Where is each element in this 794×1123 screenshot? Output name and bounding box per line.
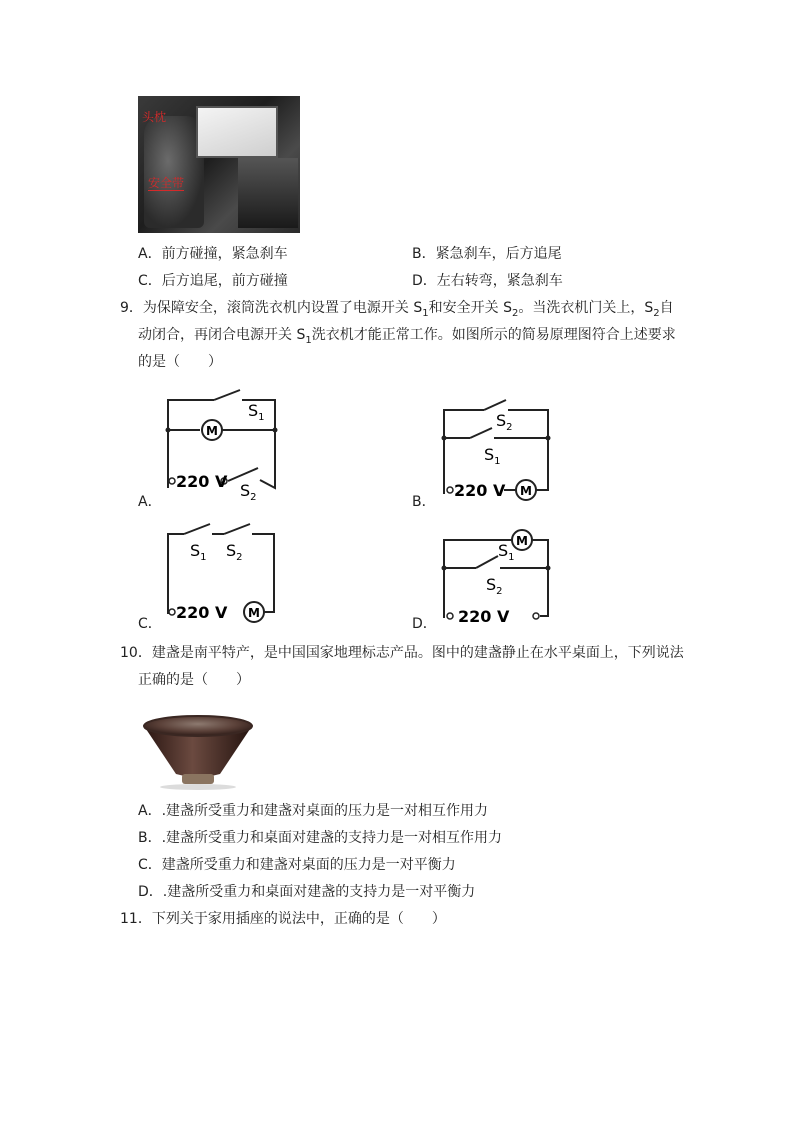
switch-s1-label-a: $S_1$: [248, 401, 265, 423]
motor-label-d: M: [516, 534, 528, 548]
voltage-label-c: 220 V: [176, 603, 228, 622]
voltage-label-a: 220 V: [176, 472, 228, 491]
switch-s1-label-b: $S_1$: [484, 445, 501, 467]
motor-label-c: M: [248, 606, 260, 620]
q10-line-2: 正确的是（ ）: [138, 672, 250, 688]
q8-option-d: D．左右转弯，紧急刹车: [412, 273, 563, 289]
headrest-label: 头枕: [142, 110, 167, 124]
q9-option-b: B．: [412, 494, 436, 510]
switch-s1-label-d: $S_1$: [498, 541, 515, 563]
q8-option-b: B．紧急刹车，后方追尾: [412, 246, 562, 262]
motor-label-b: M: [520, 484, 532, 498]
switch-s2-label-b: $S_2$: [496, 411, 513, 433]
car-seat: [144, 116, 204, 228]
q8-option-a: A．前方碰撞，紧急刹车: [138, 246, 288, 262]
car-window: [196, 106, 278, 158]
switch-s1-label-c: $S_1$: [190, 541, 207, 563]
switch-s2-label-c: $S_2$: [226, 541, 243, 563]
voltage-label-b: 220 V: [454, 481, 506, 500]
voltage-label-d: 220 V: [458, 607, 510, 626]
car-dashboard: [238, 158, 298, 228]
switch-s2-label-d: $S_2$: [486, 575, 503, 597]
q11-line-1: 11．下列关于家用插座的说法中，正确的是（ ）: [120, 911, 446, 927]
motor-label-a: M: [206, 424, 218, 438]
q10-line-1: 10．建盏是南平特产，是中国国家地理标志产品。图中的建盏静止在水平桌面上，下列说法: [120, 645, 684, 661]
tea-bowl-photo: [138, 712, 258, 790]
q9-option-d: D．: [412, 616, 437, 632]
switch-s2-label-a: $S_2$: [240, 481, 257, 503]
circuit-diagram-c: [160, 518, 290, 624]
car-seat-photo: [138, 96, 300, 233]
q10-option-b: B．.建盏所受重力和桌面对建盏的支持力是一对相互作用力: [138, 830, 503, 846]
q9-line-3: 的是（ ）: [138, 354, 222, 370]
circuit-diagram-d: [440, 524, 558, 628]
seatbelt-label: 安全带: [148, 176, 185, 190]
q9-line-2: 动闭合，再闭合电源开关 $S_1$洗衣机才能正常工作。如图所示的简易原理图符合上述要求: [138, 327, 676, 346]
q10-option-c: C．建盏所受重力和建盏对桌面的压力是一对平衡力: [138, 857, 456, 873]
circuit-diagram-a: [160, 388, 290, 506]
q8-option-c: C．后方追尾，前方碰撞: [138, 273, 288, 289]
q10-option-a: A．.建盏所受重力和建盏对桌面的压力是一对相互作用力: [138, 803, 489, 819]
q10-option-d: D．.建盏所受重力和桌面对建盏的支持力是一对平衡力: [138, 884, 476, 900]
q9-option-a: A．: [138, 494, 162, 510]
circuit-diagram-b: [440, 398, 558, 502]
q9-option-c: C．: [138, 616, 162, 632]
q9-line-1: 9．为保障安全，滚筒洗衣机内设置了电源开关 $S_1$和安全开关 $S_2$。当洗衣机门关上，$S_2$自: [120, 300, 674, 319]
